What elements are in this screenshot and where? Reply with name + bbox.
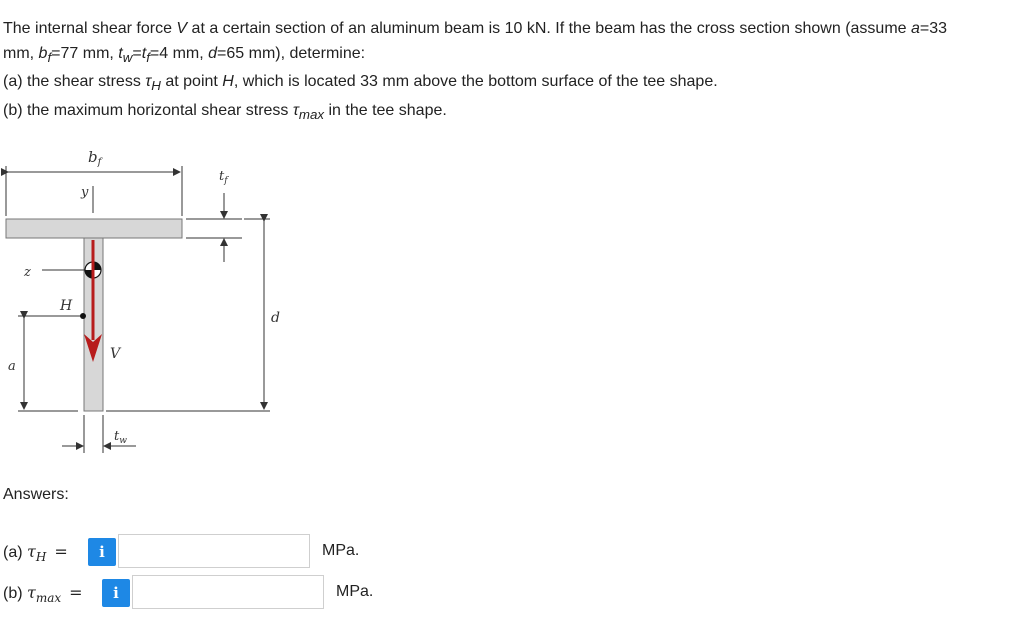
y-label: y: [81, 185, 89, 200]
answer-b-label: (b) $\tau_{max}$ =: [3, 583, 83, 605]
a-label: a: [8, 359, 16, 374]
answer-b-input[interactable]: [132, 575, 324, 609]
answer-a-unit: MPa.: [322, 542, 360, 559]
flange: [6, 219, 182, 238]
answer-a-input[interactable]: [118, 534, 310, 568]
bf-label: $b_f$: [88, 148, 102, 168]
info-button-a[interactable]: [88, 538, 116, 566]
h-label: H: [60, 298, 73, 314]
z-label: z: [24, 265, 31, 280]
problem-line-2: mm, $b_f=77$ mm, $t_w=t_f=4$ mm, d=65 mm), determine:: [3, 44, 366, 65]
answers-heading: Answers:: [3, 486, 69, 503]
problem-line-1: The internal shear force V at a certain section of an aluminum beam is 10 kN. If the beam has the cross section shown (assume a=33: [3, 20, 948, 37]
info-icon: i: [113, 584, 119, 602]
problem-line-4: (b) the maximum horizontal shear stress $\tau_{max}$ in the tee shape.: [3, 101, 447, 123]
v-label: V: [110, 346, 121, 362]
point-h-marker: [80, 313, 86, 319]
answer-b-unit: MPa.: [336, 583, 374, 600]
tee-section-diagram: [0, 140, 300, 470]
answer-a-label: (a) $\tau_H$ =: [3, 542, 68, 564]
info-icon: i: [99, 543, 105, 561]
tw-label: $t_w$: [114, 429, 127, 446]
info-button-b[interactable]: [102, 579, 130, 607]
problem-statement: [3, 17, 1021, 128]
problem-line-3: (a) the shear stress $\tau_H$ at point H, which is located 33 mm above the bottom surface of the tee shape.: [3, 73, 718, 94]
tf-label: $t_f$: [219, 169, 228, 186]
d-label: d: [271, 310, 280, 326]
